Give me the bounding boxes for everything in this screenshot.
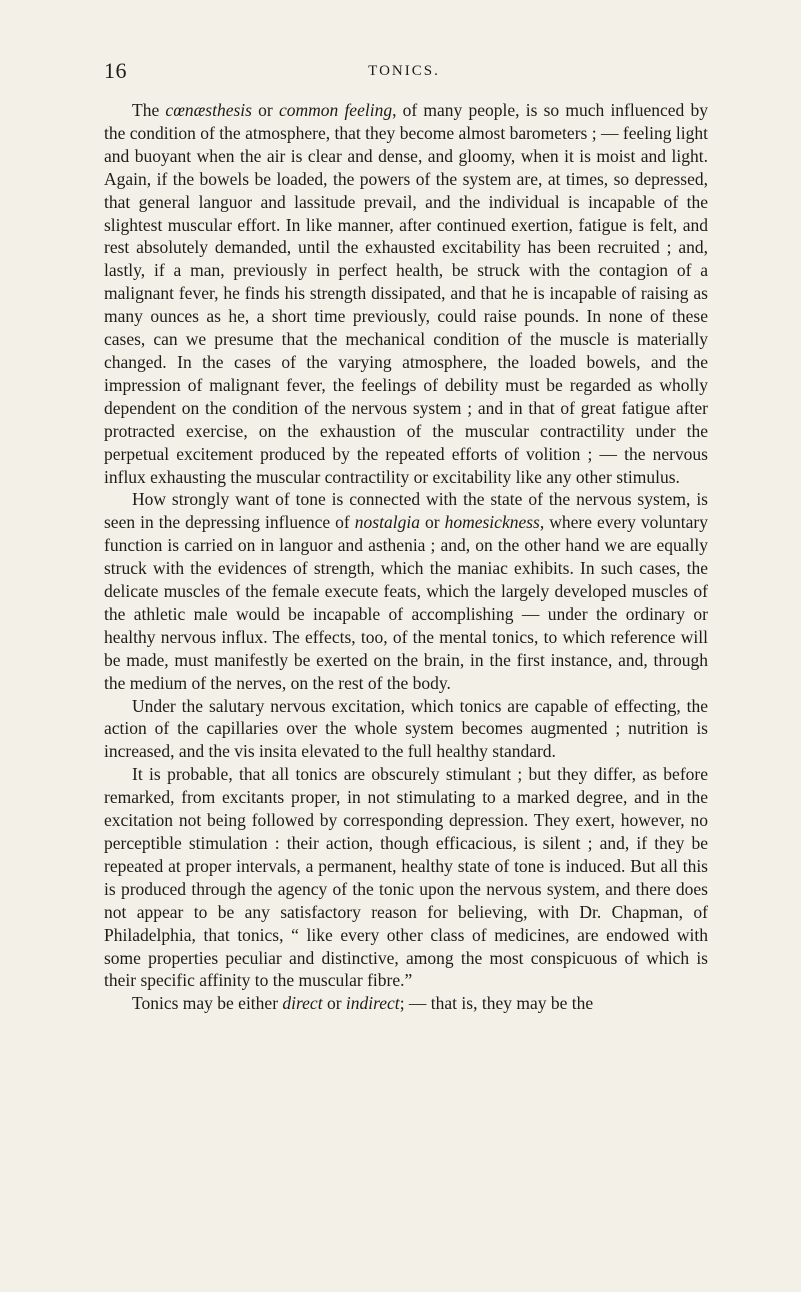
paragraph xyxy=(104,992,708,1015)
text-run: or xyxy=(419,512,445,533)
italic-term: nostalgia xyxy=(354,512,420,533)
paragraph xyxy=(104,763,708,992)
italic-term: cœnæsthesis xyxy=(165,100,252,120)
text-run: , of many people, is so much influenced by the condition of the atmosphere, that they become almost barometers ; — feeling light and buoyant when the air is clear and dense, and gloomy, when it is moist and light. Again, if the bowels be loaded, the powers of the system are, at times, so depressed, that general languor and lassitude prevail, and the individual is incapable of the slightest muscular effort. In like manner, after continued exertion, fatigue is felt, and rest absolutely demanded, until the exhausted excitability has been recruited ; and, lastly, if a man, previously in perfect health, be struck with the contagion of a malignant fever, he finds his strength dissipated, and that he is incapable of raising as many ounces as he, a short time previously, could raise pounds. In none of these cases, can we presume that the mechanical condition of the muscle is materially changed. In the cases of the varying atmosphere, the loaded bowels, and the impression of malignant fever, the feelings of debility must be regarded as wholly dependent on the condition of the nervous system ; and in that of great fatigue after protracted exercise, on the exhaustion of the muscular contractility under the perpetual excitement produced by the repeated efforts of volition ; — the nervous influx exhausting the muscular contractility or excitability like any other stimulus. xyxy=(104,100,709,487)
text-run: ; — that is, they may be the xyxy=(399,993,594,1014)
paragraph xyxy=(104,695,708,764)
paragraph xyxy=(104,99,708,488)
page-header xyxy=(104,56,704,86)
italic-term: direct xyxy=(282,993,323,1014)
text-run: How strongly want of tone is connected with the state of the nervous system, is seen in the depressing influence of xyxy=(104,489,708,533)
text-run: The xyxy=(132,100,166,120)
italic-term: homesickness xyxy=(444,512,540,533)
text-run: Tonics may be either xyxy=(132,993,283,1014)
page-number: 16 xyxy=(104,58,127,83)
text-run: or xyxy=(251,100,279,120)
paragraph xyxy=(104,488,708,694)
italic-term: common feeling xyxy=(278,100,393,120)
body-text xyxy=(104,99,708,1015)
running-title: TONICS. xyxy=(368,63,440,79)
text-run: It is probable, that all tonics are obscurely stimulant ; but they differ, as before remarked, from excitants proper, in not stimulating to a marked degree, and in the excitation not being followed by corresponding depression. They exert, however, no perceptible stimulation : their action, though efficacious, is silent ; and, if they be repeated at proper intervals, a permanent, healthy state of tone is induced. But all this is produced through the agency of the tonic upon the nervous system, and there does not appear to be any satisfactory reason for believing, with Dr. Chapman, of Philadelphia, that tonics, “ like every other class of medicines, are endowed with some properties peculiar and distinctive, among the most conspicuous of which is their specific affinity to the muscular fibre.” xyxy=(104,764,708,991)
italic-term: indirect xyxy=(345,993,400,1014)
text-run: or xyxy=(322,993,346,1014)
text-run: Under the salutary nervous excitation, which tonics are capable of effecting, the action of the capillaries over the whole system becomes augmented ; nutrition is increased, and the vis insita elevated to the full healthy standard. xyxy=(104,695,708,762)
text-run: , where every voluntary function is carried on in languor and asthenia ; and, on the other hand we are equally struck with the evidences of strength, which the maniac exhibits. In such cases, the delicate muscles of the female execute feats, which the largely developed muscles of the athletic male would be incapable of accomplishing — under the ordinary or healthy nervous influx. The effects, too, of the mental tonics, to which reference will be made, must manifestly be exerted on the brain, in the first instance, and, through the medium of the nerves, on the rest of the body. xyxy=(104,512,709,693)
